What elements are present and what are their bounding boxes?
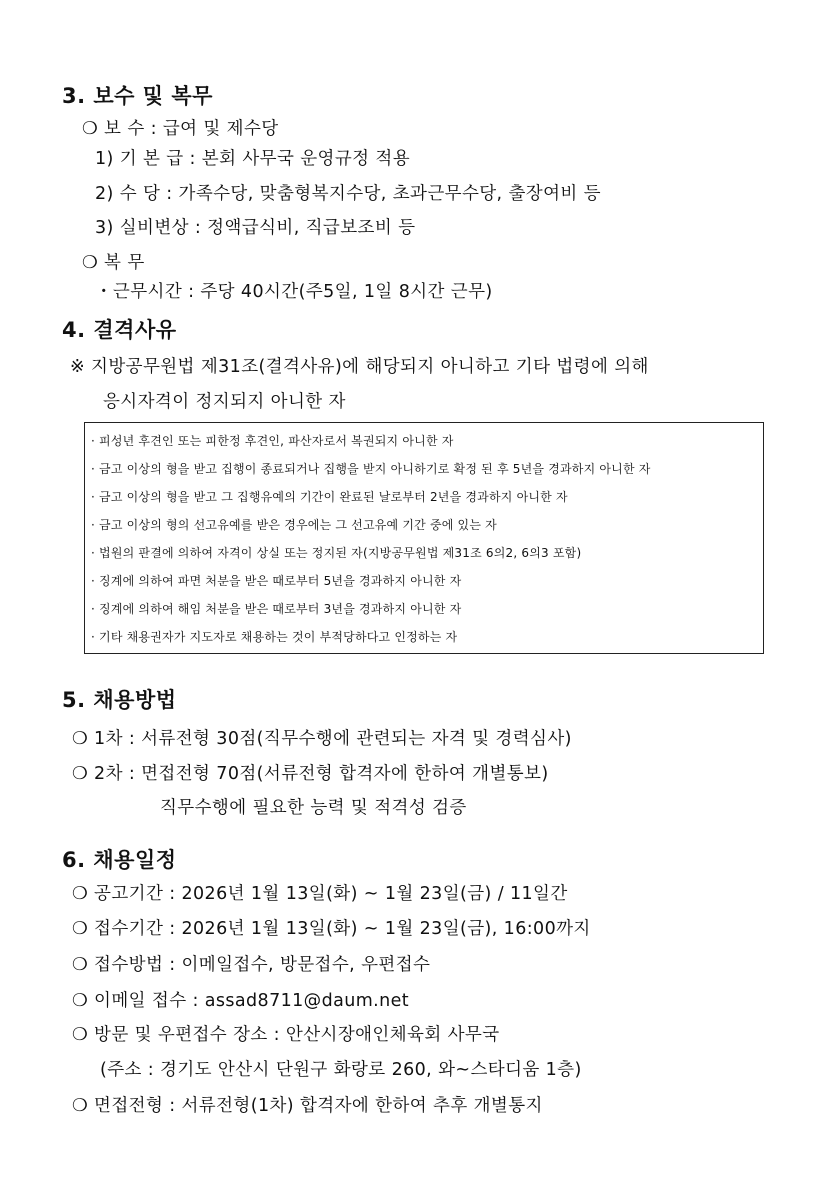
schedule-item-interview: ❍ 면접전형 : 서류전형(1차) 합격자에 한하여 추후 개별통지: [72, 1096, 543, 1116]
disqualification-item: · 징계에 의하여 파면 처분을 받은 때로부터 5년을 경과하지 아니한 자: [91, 574, 462, 588]
selection-step-1: ❍ 1차 : 서류전형 30점(직무수행에 관련되는 자격 및 경력심사): [72, 729, 572, 749]
disqualification-note-line2: 응시자격이 정지되지 아니한 자: [103, 392, 346, 412]
disqualification-item: · 금고 이상의 형을 받고 집행이 종료되거나 집행을 받지 아니하기로 확정 된 후 5년을 경과하지 아니한 자: [91, 462, 651, 476]
disqualification-item: · 금고 이상의 형을 받고 그 집행유예의 기간이 완료된 날로부터 2년을 경과하지 아니한 자: [91, 490, 568, 504]
disqualification-item: · 법원의 판결에 의하여 자격이 상실 또는 정지된 자(지방공무원법 제31조 6의2, 6의3 포함): [91, 546, 582, 560]
section-3-heading: 3. 보수 및 복무: [62, 84, 213, 108]
schedule-item-application-period: ❍ 접수기간 : 2026년 1월 13일(화) ~ 1월 23일(금), 16:00까지: [72, 919, 591, 939]
disqualification-note-line1: ※ 지방공무원법 제31조(결격사유)에 해당되지 아니하고 기타 법령에 의해: [70, 357, 649, 377]
work-hours-line: ・근무시간 : 주당 40시간(주5일, 1일 8시간 근무): [95, 282, 493, 302]
section-4-heading: 4. 결격사유: [62, 318, 177, 342]
pay-line: ❍ 보 수 : 급여 및 제수당: [82, 119, 279, 139]
disqualification-box: [84, 422, 764, 654]
location-address: (주소 : 경기도 안산시 단원구 화랑로 260, 와~스타디움 1층): [100, 1060, 582, 1080]
pay-item-allowance: 2) 수 당 : 가족수당, 맞춤형복지수당, 초과근무수당, 출장여비 등: [95, 184, 601, 204]
service-line: ❍ 복 무: [82, 253, 145, 273]
schedule-item-application-method: ❍ 접수방법 : 이메일접수, 방문접수, 우편접수: [72, 955, 431, 975]
disqualification-item: · 기타 채용권자가 지도자로 채용하는 것이 부적당하다고 인정하는 자: [91, 630, 458, 644]
schedule-item-email: ❍ 이메일 접수 : assad8711@daum.net: [72, 991, 410, 1011]
schedule-item-notice-period: ❍ 공고기간 : 2026년 1월 13일(화) ~ 1월 23일(금) / 11일간: [72, 884, 568, 904]
schedule-item-location: ❍ 방문 및 우편접수 장소 : 안산시장애인체육회 사무국: [72, 1025, 500, 1045]
disqualification-item: · 금고 이상의 형의 선고유예를 받은 경우에는 그 선고유예 기간 중에 있는 자: [91, 518, 497, 532]
disqualification-item: · 피성년 후견인 또는 피한정 후견인, 파산자로서 복권되지 아니한 자: [91, 434, 454, 448]
disqualification-item: · 징계에 의하여 해임 처분을 받은 때로부터 3년을 경과하지 아니한 자: [91, 602, 462, 616]
section-5-heading: 5. 채용방법: [62, 688, 177, 712]
section-6-heading: 6. 채용일정: [62, 848, 177, 872]
selection-step-2: ❍ 2차 : 면접전형 70점(서류전형 합격자에 한하여 개별통보): [72, 764, 549, 784]
pay-item-base: 1) 기 본 급 : 본회 사무국 운영규정 적용: [95, 149, 411, 169]
selection-step-2-continuation: 직무수행에 필요한 능력 및 적격성 검증: [160, 798, 467, 818]
pay-item-expense: 3) 실비변상 : 정액급식비, 직급보조비 등: [95, 218, 416, 238]
